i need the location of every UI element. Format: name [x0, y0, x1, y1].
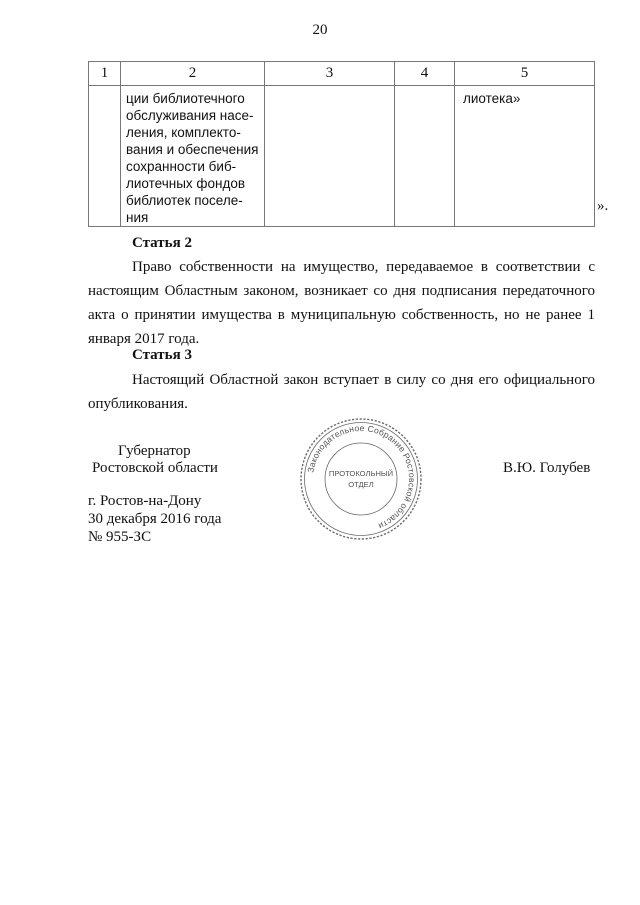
table-cell	[121, 86, 265, 227]
table-cell	[265, 86, 395, 227]
table-cell	[395, 86, 455, 227]
article-2-title: Статья 2	[132, 235, 192, 251]
table-cell	[455, 86, 595, 227]
stamp-ring-text: Законодательное Собрание Ростовской области	[305, 422, 418, 532]
signatory-name: В.Ю. Голубев	[503, 460, 591, 476]
closing-quote: ».	[597, 198, 609, 214]
page-number: 20	[312, 22, 328, 38]
table-row	[89, 86, 595, 227]
table-header-cell: 1	[89, 62, 121, 86]
table-header-cell: 3	[265, 62, 395, 86]
article-3-title: Статья 3	[132, 347, 192, 363]
table-header-cell: 2	[121, 62, 265, 86]
signing-place: г. Ростов-на-Дону	[88, 493, 202, 509]
signing-date: 30 декабря 2016 года	[88, 511, 222, 527]
recipient-text: лиотека»	[463, 91, 521, 106]
law-number: № 955-ЗС	[88, 529, 152, 545]
signing-place-block	[88, 492, 221, 546]
table-cell	[89, 86, 121, 227]
table-header-cell: 5	[455, 62, 595, 86]
stamp-center-line1: ПРОТОКОЛЬНЫЙ	[328, 469, 394, 478]
table-header-row	[89, 62, 595, 86]
table-header-cell: 4	[395, 62, 455, 86]
property-table	[88, 61, 594, 227]
signatory-title-line2: Ростовской области	[92, 460, 218, 476]
signatory-title-line1: Губернатор	[118, 443, 191, 459]
stamp-center-line2: ОТДЕЛ	[348, 480, 374, 489]
stamp-seal	[298, 416, 424, 542]
article-3-text: Настоящий Областной закон вступает в силу со дня его официального опубликования.	[88, 372, 595, 412]
property-purpose-text: ции библиотечного обслуживания насе- ления, комплекто- вания и обеспечения сохранности биб- лиотечных фондов библиотек поселе- ния	[126, 91, 259, 225]
article-2-text: Право собственности на имущество, передаваемое в соответствии с настоящим Областным законом, возникает со дня подписания передаточного акта о принятии имущества в муниципальную собственность, но не ранее 1 января 2017 года.	[88, 259, 595, 347]
